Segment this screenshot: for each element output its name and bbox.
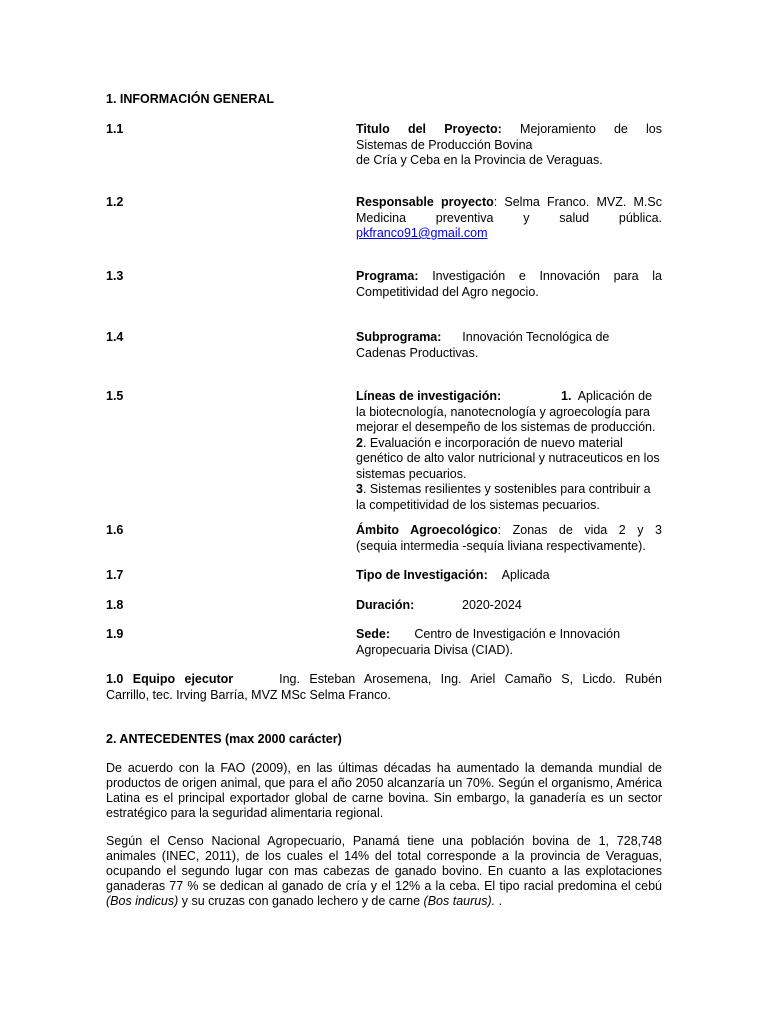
section-1-title: 1. INFORMACIÓN GENERAL (106, 92, 275, 106)
item-label: Responsable proyecto (356, 195, 494, 209)
item-1-5-content: Líneas de investigación: 1. Aplicación de la biotecnología, nanotecnología y agroecología para mejorar el desempeño de los sistemas de producción. 2. Evaluación e incorporación de nuevo material genético de alto valor nutricional y nutraceuticos en los sistemas pecuarios. 3. Sistemas resilientes y sostenibles para contribuir a la competitividad de los sistemas pecuarios. (356, 389, 660, 512)
item-label: Programa: (356, 269, 419, 283)
item-label: Titulo del Proyecto: (356, 122, 502, 136)
item-number-1-8: 1.8 (106, 598, 124, 612)
item-1-8-content: Duración: 2020-2024 (356, 598, 522, 612)
item-number-1-3: 1.3 (106, 269, 124, 283)
item-number-1-1: 1.1 (106, 122, 124, 136)
antecedentes-paragraph-2: Según el Censo Nacional Agropecuario, Panamá tiene una población bovina de 1, 728,748 animales (INEC, 2011), de los cuales el 14% del total corresponde a la provincia de Veraguas, ocupando el segundo lugar con mas cabezas de ganado bovino. En cuanto a las explotaciones ganaderas 77 % se dedican al ganado de cría y el 12% a la ceba. El tipo racial predomina el cebú (Bos indicus) y su cruzas con ganado lechero y de carne (Bos taurus). . (106, 834, 662, 908)
item-number-1-7: 1.7 (106, 568, 124, 582)
equipo-label: 1.0 Equipo ejecutor (106, 672, 234, 686)
item-1-1-content: Titulo del Proyecto: Mejoramiento de los Sistemas de Producción Bovina de Cría y Ceba en la Provincia de Veraguas. (356, 122, 663, 167)
item-1-3-content: Programa: Investigación e Innovación para la Competitividad del Agro negocio. (356, 269, 662, 299)
item-number-1-5: 1.5 (106, 389, 124, 403)
item-number-1-2: 1.2 (106, 195, 124, 209)
equipo-ejecutor: 1.0 Equipo ejecutor Ing. Esteban Arosemena, Ing. Ariel Camaño S, Licdo. Rubén Carrillo, tec. Irving Barría, MVZ MSc Selma Franco. (106, 672, 662, 702)
item-1-2-content: Responsable proyecto: Selma Franco. MVZ. M.Sc Medicina preventiva y salud pública. pkfranco91@gmail.com (356, 195, 662, 240)
item-label: Ámbito Agroecológico (356, 523, 498, 537)
item-label: Tipo de Investigación: (356, 568, 488, 582)
item-label: Duración: (356, 598, 415, 612)
item-number-1-4: 1.4 (106, 330, 124, 344)
antecedentes-paragraph-1: De acuerdo con la FAO (2009), en las últimas décadas ha aumentado la demanda mundial de productos de origen animal, que para el año 2050 alcanzaría un 70%. Según el organismo, América Latina es el principal exportador global de carne bovina. Sin embargo, la ganadería es un sector estratégico para la seguridad alimentaria regional. (106, 761, 662, 820)
item-number-1-9: 1.9 (106, 627, 124, 641)
item-label: Subprograma: (356, 330, 442, 344)
section-2-title: 2. ANTECEDENTES (max 2000 carácter) (106, 732, 342, 746)
item-1-7-content: Tipo de Investigación: Aplicada (356, 568, 550, 582)
item-number-1-6: 1.6 (106, 523, 124, 537)
item-1-4-content: Subprograma: Innovación Tecnológica de Cadenas Productivas. (356, 330, 610, 360)
item-1-6-content: Ámbito Agroecológico: Zonas de vida 2 y 3 (sequia intermedia -sequía liviana respectivamente). (356, 523, 662, 553)
item-label: Líneas de investigación: (356, 389, 502, 403)
item-label: Sede: (356, 627, 391, 641)
email-link[interactable]: pkfranco91@gmail.com (356, 226, 488, 240)
item-1-9-content: Sede: Centro de Investigación e Innovación Agropecuaria Divisa (CIAD). (356, 627, 621, 657)
